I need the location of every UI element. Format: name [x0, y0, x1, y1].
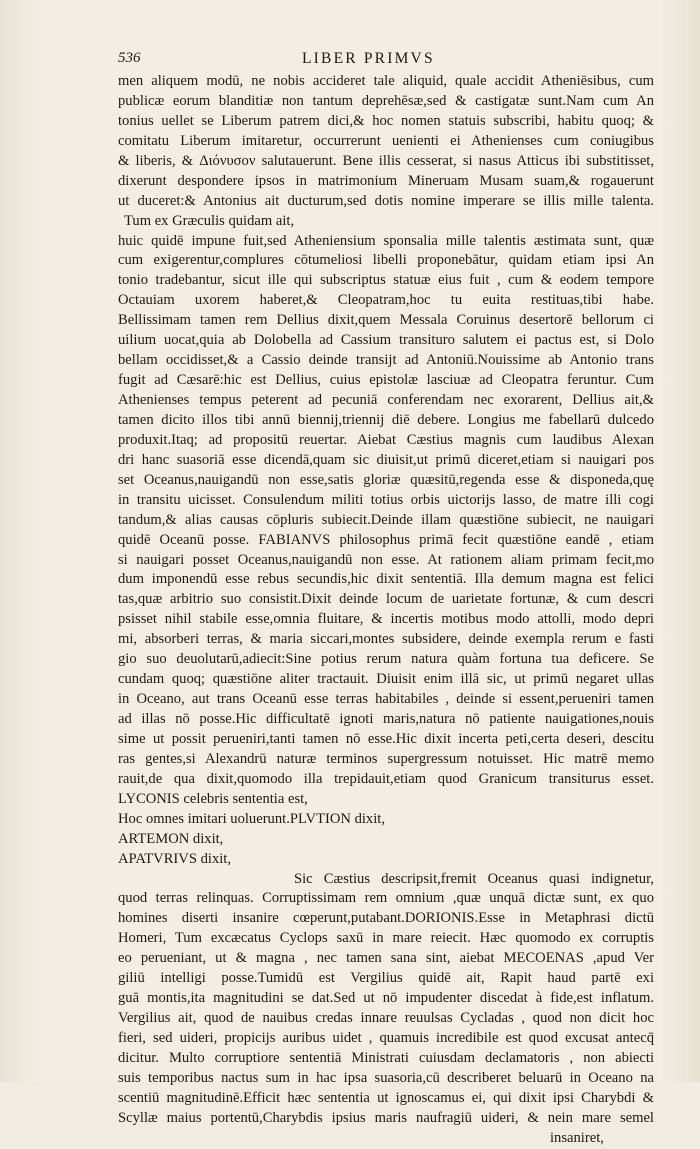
text-line: Bellissimam tamen rem Dellius dixit,quem Messala Coruinus desertorē bellorum ci	[118, 312, 654, 329]
page-number: 536	[118, 50, 141, 66]
text-line: tonio tradebantur, sicut ille qui subscriptus statuæ eius fuit , cum & eodem tempore	[118, 272, 654, 289]
text-line: tonius uellet se Liberum patrem dici,& hoc nomen statuis subscribi, habitu quoq; &	[118, 112, 654, 129]
text-line: APATVRIVS dixit,	[118, 850, 231, 867]
text-line: men aliquem modū, ne nobis accideret tale aliquid, quale accidit Atheniēsibus, cum	[118, 73, 654, 89]
text-line: Scyllæ maius portentū,Charybdis ipsius maris naufragiū uideri, & nein mare semel	[118, 1109, 654, 1126]
text-line: Sic Cæstius descripsit,fremit Oceanus quasi indignetur,	[294, 870, 654, 887]
text-line: fugit ad Cæsarē:hic est Dellius, cuius epistolæ lasciuæ ad Cleopatra feruntur. Cum	[118, 372, 654, 389]
text-line: guā montis,ita magnitudini se dat.Sed ut nō impudenter discedat à fide,est inflatum.	[118, 990, 654, 1007]
text-line: ARTEMON dixit,	[118, 830, 224, 847]
text-line: suis temporibus nactus sum in hac ipsa suasoria,cū describeret beluarū in Oceano na	[118, 1069, 654, 1086]
running-head: LIBER PRIMVS	[302, 50, 435, 67]
text-line: homines diserti insanire cœperunt,putabant.DORIONIS.Esse in Metaphrasi dictū	[118, 910, 654, 927]
text-line: quod terras relinquas. Corruptissimam rem omnium ,quæ unquā dictæ sunt, ex quo	[118, 890, 654, 907]
text-line: dicitur. Multo corruptiore sententiā Ministrati cuiusdam declamatoris , non abiecti	[118, 1049, 654, 1066]
text-line: psisset nihil stabile esse,omnia fluitare, & incertis motibus modo attolli, modo depri	[118, 611, 654, 628]
text-line: Tum ex Græculis quidam ait,	[124, 212, 295, 229]
text-line: tandum,& alias causas cōpluris subiecit.Deinde illam quæstiōne subiecit, ne nauigari	[118, 511, 654, 528]
text-line: tamen dicito illos tibi annū biennij,triennij diē debere. Longius me fabellarū dulcedo	[118, 411, 654, 428]
text-line: & liberis, & Διόνυσον salutauerunt. Bene illis cesserat, si nasus Atticus ibi substitisset,	[118, 152, 654, 169]
text-line: quidē Oceanū posse. FABIANVS philosophus primā fecit quæstiōne eandē , etiam	[118, 531, 654, 548]
text-line: fieri, sed uideri, propicijs auribus uidet , quamuis incredibile est quod excusat antecq̄	[118, 1030, 654, 1046]
text-line: comitatu Liberum imitaretur, occurrerunt uenienti ei Athenienses cum coniugibus	[118, 132, 654, 149]
text-line: cum exigerentur,complures cōtumeliosi libelli proponebātur, quidam etiam ipsi An	[118, 252, 654, 269]
text-line: Athenienses tempus peterent ad pecuniā conferendam nec exorarent, Dellius ait,&	[118, 392, 654, 408]
text-line: LYCONIS celebris sententia est,	[118, 790, 308, 807]
text-line: ut duceret:& Antonius ait ducturum,sed dotis nomine imperare se illis mille talenta.	[118, 192, 654, 209]
text-line: ad illas nō posse.Hic difficultatē ignoti maris,natura nō patiente nauigationes,nouis	[118, 711, 654, 727]
text-line: dum imponendū esse rebus secundis,hic dixit sententiā. Illa demum magna est felici	[118, 571, 654, 588]
text-line: Hoc omnes imitari uoluerunt.PLVTION dixit,	[118, 810, 385, 827]
text-line: produxit.Itaq; ad propositū reuertar. Aiebat Cæstius magnis cum laudibus Alexan	[118, 431, 654, 448]
text-line: tas,quæ arbitrio suo consistit.Dixit deinde locum de uarietate fortunæ, & cum descri	[118, 591, 654, 608]
text-line: uilium uocat,quia ab Dolobella ad Cassium transituro salutem ei pactus est, si Dolo	[118, 332, 654, 349]
text-line: huic quidē impune fuit,sed Atheniensium sponsalia mille talentis æstimata sunt, quæ	[118, 232, 654, 249]
text-line: publicæ eorum blanditiæ non tantum deprehēsæ,sed & castigatæ sunt.Nam cum An	[118, 92, 654, 109]
text-line: cundam quoq; quæstiōne aliter tractauit. Diuisit enim illā sic, ut primū negaret ullas	[118, 671, 654, 688]
text-line: sime ut possit perueniri,tanti tamen nō esse.Hic dixit incerta peti,certa deseri, descitu	[118, 730, 654, 747]
text-line: dri hanc suasoriā esse dicendā,quam sic diuisit,ut primū diceret,etiam si nauigari pos	[118, 451, 654, 468]
text-line: si nauigari posset Oceanus,nauigandū non esse. At rationem aliam primam fecit,mo	[118, 551, 654, 568]
text-line: eo perueniant, ut & magna , nec tamen sana sint, aiebat MECOENAS ,apud Ver	[118, 950, 654, 967]
text-line: in Oceano, aut trans Oceanū esse terras habitabiles , deinde si essent,perueniri tamen	[118, 691, 654, 708]
text-line: Homeri, Tum excæcatus Cyclops saxū in mare reiecit. Hæc quomodo ex corruptis	[118, 930, 654, 947]
main-text	[118, 72, 654, 1149]
text-line: ras gentes,si Alexandrū naturæ terminos supergressum notuisset. Hic matrē memo	[118, 750, 654, 767]
text-line: dixerunt despondere ipsos in matrimonium Mineruam Musam suam,& rogauerunt	[118, 172, 654, 189]
text-line: Octauiam uxorem haberet,& Cleopatram,hoc tu euita restituas,tibi habe.	[118, 292, 654, 309]
text-line: giliū intelligi posse.Tumidū est Vergilius quidē ait, Rapit haud partē exi	[118, 970, 654, 987]
text-line: set Oceanus,nauigandū non esse,satis gloriæ quæsitū,regenda esse & disponeda,quę	[118, 471, 654, 488]
text-line: insaniret,	[550, 1129, 604, 1146]
page-header	[0, 50, 700, 72]
text-line: bellam occidisset,& a Cassio deinde transijt ad Antoniū.Nouissime ab Antonio trans	[118, 352, 654, 369]
text-line: Vergilius ait, quod de nauibus credas innare reuulsas Cycladas , quod non dicit hoc	[118, 1010, 654, 1027]
text-line: in transitu uicisset. Consulendum militi totius orbis uictorijs lasso, de matre illi cogi	[118, 491, 654, 508]
text-line: scentiū magnitudinē.Efficit hæc sententia ut ignoscamus ei, qui dixit ipsi Charybdi &	[118, 1089, 654, 1106]
text-line: rauit,de qua dixit,quomodo illa trepidauit,etiam quod Granicum transiturus esset.	[118, 770, 654, 787]
text-line: mi, absorberi terras, & maria siccari,montes subsidere, deinde exempla rerum e fasti	[118, 631, 654, 648]
text-line: gio suo deuolutarū,adiecit:Sine potius rerum natura quàm fortuna tua deficere. Se	[118, 651, 654, 668]
